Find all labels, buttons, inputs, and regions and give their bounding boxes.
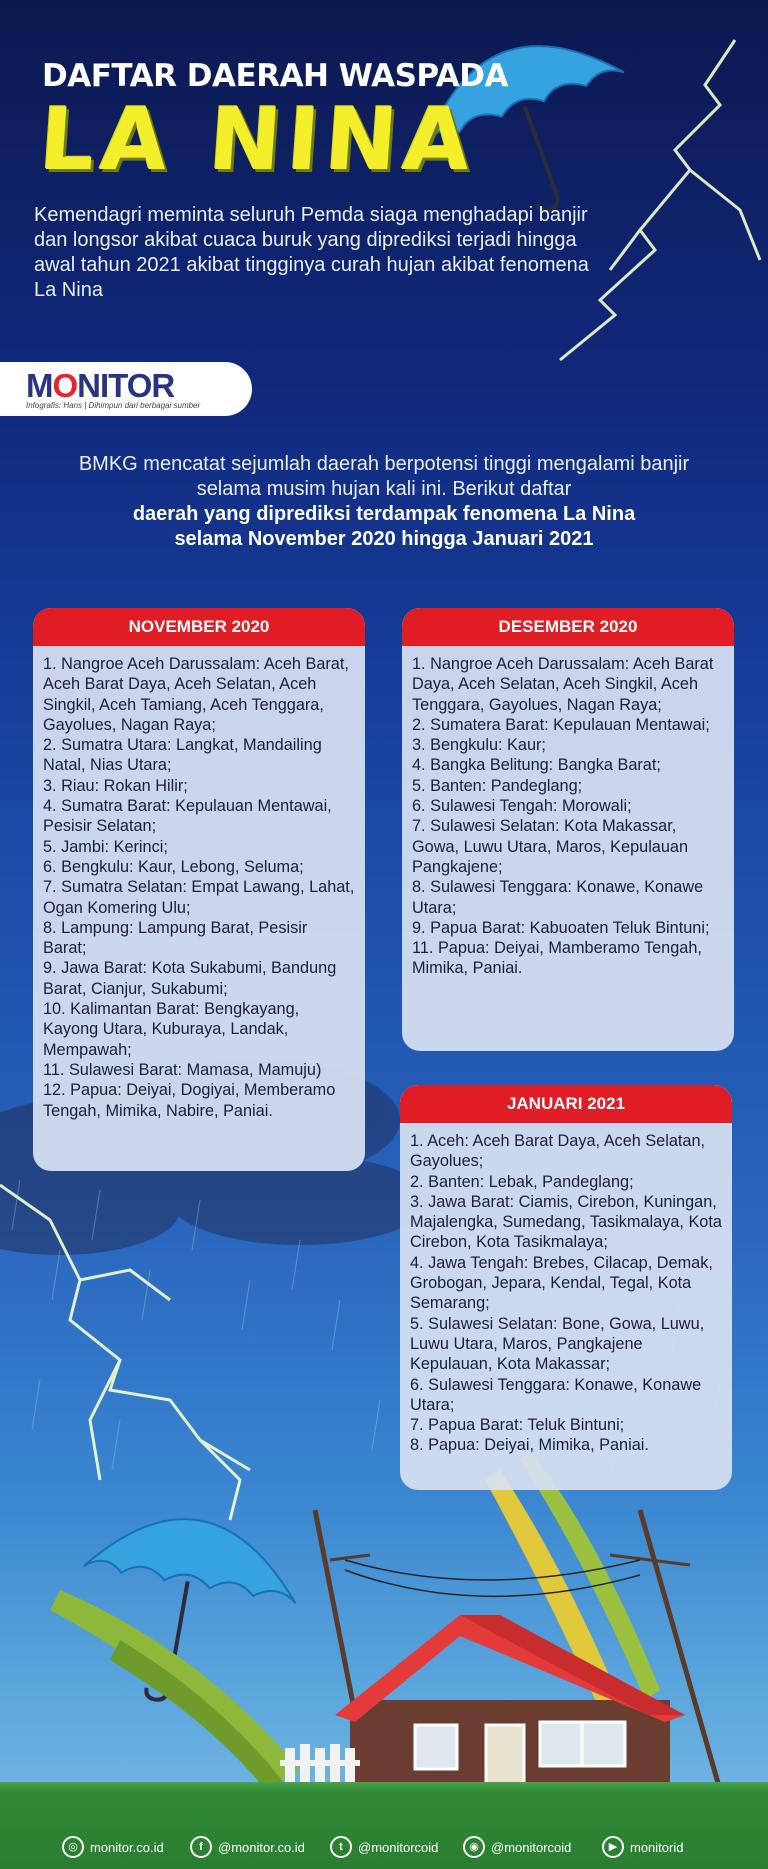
list-item: 8. Sulawesi Tenggara: Konawe, Konawe Utara;: [412, 878, 704, 917]
intro-text: Kemendagri meminta seluruh Pemda siaga menghadapi banjir dan longsor akibat cuaca buruk yang diprediksi terjadi hingga awal tahun 2021 akibat tingginya curah hujan akibat fenomena La Nina: [34, 204, 589, 301]
list-item: 9. Jawa Barat: Kota Sukabumi, Bandung Barat, Cianjur, Sukabumi;: [43, 959, 337, 998]
list-item: 11. Sulawesi Barat: Mamasa, Mamuju): [43, 1060, 322, 1079]
monitor-logo: [26, 367, 174, 405]
card-desember: [402, 608, 734, 1051]
card-november: [33, 608, 365, 1171]
footer-website-label: monitor.co.id: [90, 1839, 164, 1855]
list-item: 11. Papua: Deiyai, Mamberamo Tengah, Mimika, Paniai.: [412, 939, 702, 978]
list-item: 6. Bengkulu: Kaur, Lebong, Seluma;: [43, 857, 304, 876]
youtube-icon: ▶: [602, 1836, 624, 1858]
list-item: 3. Bengkulu: Kaur;: [412, 736, 546, 755]
logo-credit: Infografis: Hans | Dihimpun dari berbagai sumber: [26, 401, 201, 410]
list-item: 6. Sulawesi Tengah: Morowali;: [412, 797, 632, 816]
list-item: 7. Sulawesi Selatan: Kota Makassar, Gowa, Luwu Utara, Maros, Kepulauan Pangkajene;: [412, 817, 689, 876]
title-line-2: LA NINA: [36, 90, 480, 190]
list-item: 2. Banten: Lebak, Pandeglang;: [410, 1172, 634, 1191]
card-desember-list: [402, 646, 734, 991]
footer-twitter-label: @monitorcoid: [358, 1839, 439, 1855]
list-item: 4. Jawa Tengah: Brebes, Cilacap, Demak, Grobogan, Jepara, Kendal, Tegal, Kota Semarang;: [410, 1253, 713, 1313]
card-januari-list: [400, 1123, 732, 1468]
list-item: 10. Kalimantan Barat: Bengkayang, Kayong Utara, Kuburaya, Landak, Mempawah;: [43, 1000, 300, 1059]
twitter-icon: t: [330, 1836, 352, 1858]
instagram-icon: ◉: [463, 1836, 485, 1858]
footer-facebook[interactable]: [190, 1835, 305, 1859]
globe-icon: ◎: [62, 1836, 84, 1858]
list-item: 12. Papua: Deiyai, Dogiyai, Memberamo Tengah, Mimika, Nabire, Paniai.: [43, 1081, 336, 1120]
footer-website[interactable]: [62, 1835, 164, 1859]
list-item: 1. Aceh: Aceh Barat Daya, Aceh Selatan, Gayolues;: [410, 1132, 706, 1171]
list-item: 8. Lampung: Lampung Barat, Pesisir Barat;: [43, 918, 308, 958]
list-item: 5. Banten: Pandeglang;: [412, 776, 583, 795]
footer-twitter[interactable]: [330, 1835, 438, 1859]
list-item: 5. Sulawesi Selatan: Bone, Gowa, Luwu, Luwu Utara, Maros, Pangkajene Kepulauan, Kota Makassar;: [410, 1314, 705, 1374]
bmkg-paragraph: [50, 452, 718, 552]
card-november-list: [33, 646, 365, 1133]
list-item: 6. Sulawesi Tenggara: Konawe, Konawe Utara;: [410, 1375, 702, 1414]
facebook-icon: f: [190, 1836, 212, 1858]
list-item: 4. Bangka Belitung: Bangka Barat;: [412, 756, 661, 775]
list-item: 9. Papua Barat: Kabuoaten Teluk Bintuni;: [412, 918, 710, 937]
title-line-1: DAFTAR DAERAH WASPADA: [42, 58, 509, 94]
footer-instagram[interactable]: [463, 1835, 571, 1859]
list-item: 1. Nangroe Aceh Darussalam: Aceh Barat Daya, Aceh Selatan, Aceh Singkil, Aceh Tenggara, Gayolues, Nagan Raya;: [412, 655, 714, 714]
list-item: 8. Papua: Deiyai, Mimika, Paniai.: [410, 1436, 649, 1455]
logo-letters-rest: NITOR: [77, 367, 175, 404]
list-item: 2. Sumatra Utara: Langkat, Mandailing Natal, Nias Utara;: [43, 736, 322, 775]
footer-instagram-label: @monitorcoid: [491, 1839, 572, 1855]
logo-letter-o: O: [52, 367, 78, 404]
bmkg-bold-line-1: daerah yang diprediksi terdampak fenomena La Nina: [132, 503, 636, 525]
lightning-top: [560, 40, 760, 360]
footer-facebook-label: @monitor.co.id: [218, 1839, 305, 1855]
footer-youtube-label: monitorid: [630, 1839, 684, 1855]
list-item: 4. Sumatra Barat: Kepulauan Mentawai, Pesisir Selatan;: [43, 797, 332, 836]
bmkg-text: BMKG mencatat sejumlah daerah berpotensi tinggi mengalami banjir selama musim hujan kali ini. Berikut daftar: [78, 453, 690, 500]
card-desember-title: DESEMBER 2020: [402, 608, 734, 646]
list-item: 7. Sumatra Selatan: Empat Lawang, Lahat, Ogan Komering Ulu;: [43, 878, 355, 917]
list-item: 1. Nangroe Aceh Darussalam: Aceh Barat, Aceh Barat Daya, Aceh Selatan, Aceh Singkil, Aceh Tamiang, Aceh Tenggara, Gayolues, Nagan Raya;: [43, 655, 349, 734]
list-item: 3. Riau: Rokan Hilir;: [43, 776, 188, 795]
footer-youtube[interactable]: [602, 1835, 683, 1859]
list-item: 2. Sumatera Barat: Kepulauan Mentawai;: [412, 715, 710, 734]
list-item: 5. Jambi: Kerinci;: [43, 837, 168, 856]
list-item: 3. Jawa Barat: Ciamis, Cirebon, Kuningan, Majalengka, Sumedang, Tasikmalaya, Kota Cirebon, Kota Tasikmalaya;: [410, 1192, 722, 1252]
card-januari-title: JANUARI 2021: [400, 1085, 732, 1123]
card-november-title: NOVEMBER 2020: [33, 608, 365, 646]
card-januari: [400, 1085, 732, 1490]
bmkg-bold-line-2: selama November 2020 hingga Januari 2021: [174, 528, 594, 550]
logo-letter-m: M: [26, 367, 53, 404]
list-item: 7. Papua Barat: Teluk Bintuni;: [410, 1416, 625, 1435]
